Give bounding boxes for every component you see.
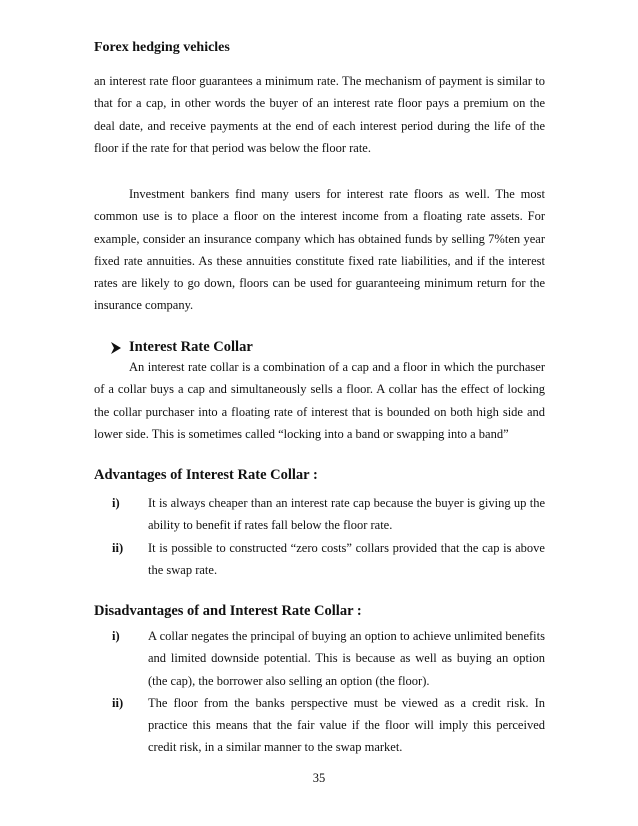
advantages-heading: Advantages of Interest Rate Collar : (94, 467, 318, 483)
list-item-marker: i) (112, 496, 120, 510)
list-item (94, 492, 545, 537)
page-header: Forex hedging vehicles (94, 40, 230, 55)
collar-heading-label: Interest Rate Collar (129, 339, 253, 355)
list-item-text: The floor from the banks perspective must be viewed as a credit risk. In practice this means that the fair value if the floor will imply this perceived credit risk, in a similar manner to the swap market. (148, 695, 545, 755)
arrow-right-icon (110, 341, 122, 355)
list-item-text: It is always cheaper than an interest rate cap because the buyer is giving up the ability to benefit if rates fall below the floor rate. (148, 496, 545, 533)
page-number: 35 (312, 771, 326, 785)
list-item (94, 692, 545, 759)
list-item (94, 537, 545, 582)
disadvantages-heading: Disadvantages of and Interest Rate Collar : (94, 603, 362, 619)
paragraph-floor-uses: Investment bankers find many users for interest rate floors as well. The most common use is to place a floor on the interest income from a floating rate assets. For example, consider an insurance company which has obtained funds by selling 7%ten year fixed rate annuities. As these annuities constitute fixed rate liabilities, and if the interest rates are likely to go down, floors can be used for guaranteeing minimum return for the insurance company. (94, 187, 545, 313)
list-item-marker: i) (112, 629, 120, 643)
list-item (94, 625, 545, 692)
list-item-marker: ii) (112, 695, 124, 710)
advantages-list (94, 492, 545, 581)
paragraph-collar-definition: An interest rate collar is a combination of a cap and a floor in which the purchaser of a collar buys a cap and simultaneously sells a floor. A collar has the effect of locking the collar purchaser into a floating rate of interest that is bounded on both high side and lower side. This is sometimes called “locking into a band or swapping into a band” (94, 360, 545, 441)
list-item-marker: ii) (112, 540, 124, 555)
list-item-text: A collar negates the principal of buying an option to achieve unlimited benefits and limited downside potential. This is because as well as buying an option (the cap), the borrower also selling an option (the floor). (148, 629, 545, 688)
collar-bullet-heading (110, 339, 253, 356)
paragraph-floor-mechanism: an interest rate floor guarantees a minimum rate. The mechanism of payment is similar to that for a cap, in other words the buyer of an interest rate floor pays a premium on the deal date, and receive payments at the end of each interest period during the life of the floor if the rate for that period was below the floor rate. (94, 74, 545, 155)
list-item-text: It is possible to constructed “zero costs” collars provided that the cap is above the swap rate. (148, 540, 545, 577)
disadvantages-list (94, 625, 545, 759)
